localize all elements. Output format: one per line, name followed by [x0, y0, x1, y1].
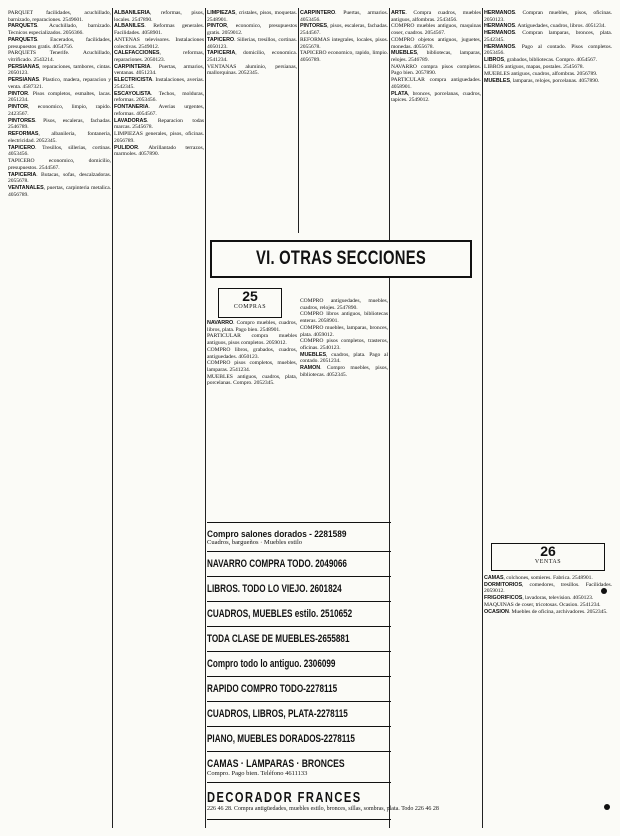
- classified-entry: TAPICERO economico, domicilio, presupuestos. 2544567.: [8, 158, 111, 171]
- column-divider: [205, 8, 206, 828]
- ad-title: CUADROS, LIBROS, PLATA-2278115: [207, 708, 348, 720]
- classified-entry: ELECTRICISTA. Instalaciones, averias. 2542345.: [114, 77, 204, 90]
- column-divider: [482, 8, 483, 828]
- column-3-top: [207, 10, 297, 242]
- classified-entry: ESCAYOLISTA. Techos, molduras, reformas. 2053456.: [114, 90, 204, 104]
- classified-entry: HERMANOS. Pago al contado. Pisos completos. 2053456.: [484, 43, 612, 57]
- classified-entry: OCASION. Muebles de oficina, archivadores. 2052345.: [484, 609, 608, 616]
- classified-entry: CALEFACCIONES, reformas, reparaciones. 2050123.: [114, 50, 204, 63]
- classified-entry: MUEBLES, lamparas, relojes, porcelanas. 4057890.: [484, 78, 600, 85]
- classified-entry: PINTOR, economico, limpio, rapido. 2423567.: [8, 104, 111, 117]
- column-divider: [112, 8, 113, 828]
- section-25-number: 25: [242, 288, 258, 304]
- column-2: [114, 10, 204, 830]
- classified-entry: MAQUINAS de coser, tricotosas. Ocasion. 2541234.: [484, 602, 601, 609]
- classified-entry: PARTICULAR compra antiguedades. 4058901.: [391, 77, 481, 90]
- ad-title: CAMAS · LAMPARAS · BRONCES: [207, 757, 345, 770]
- ad-title: DECORADOR FRANCES: [207, 789, 362, 806]
- classified-entry: PULIDOR. Abrillantado terrazos, marmoles. 4057890.: [114, 144, 204, 158]
- classified-entry: NAVARRO. Compro muebles, cuadros, libros, plata. Pago bien. 2548901.: [207, 320, 297, 333]
- ad-title: LIBROS. TODO LO VIEJO. 2601824: [207, 583, 342, 595]
- classified-entry: HERMANOS. Compran lamparas, bronces, plata. 2542345.: [484, 30, 612, 43]
- display-ad: [207, 676, 391, 701]
- column-3-bottom: [207, 320, 297, 515]
- classified-entry: PINTORES. Pisos, escaleras, fachadas. 2546789.: [8, 117, 111, 131]
- classified-entry: PINTOR. Pisos completos, esmaltes, lacas. 2051234.: [8, 90, 111, 104]
- ad-subtitle: Compro. Pago bien. Teléfono 4611133: [207, 769, 308, 777]
- classified-entry: PINTORES, pisos, escaleras, fachadas. 2544567.: [300, 23, 388, 37]
- display-ads: [207, 522, 439, 820]
- classified-entry: FONTANERIA. Averias urgentes, reformas. 4054567.: [114, 104, 204, 117]
- classified-entry: MUEBLES, bibliotecas, lamparas, relojes. 2546789.: [391, 50, 481, 63]
- display-ad: [207, 701, 391, 726]
- ad-title: Compro todo lo antiguo. 2306099: [207, 658, 336, 670]
- classified-entry: DORMITORIOS, comedores, tresillos. Facilidades. 2059012.: [484, 581, 612, 595]
- classified-entry: ANTENAS televisores. Instalaciones colectivas. 2549012.: [114, 36, 204, 50]
- classified-entry: CARPINTERIA. Puertas, armarios, ventanas. 4051234.: [114, 63, 204, 77]
- classified-entry: PERSIANAS, reparaciones, tambores, cintas. 2050123.: [8, 63, 111, 77]
- classified-entry: COMPRO antiguedades, muebles, cuadros, relojes. 2547890.: [300, 298, 388, 311]
- classified-entry: PARTICULAR compra muebles antiguos, pisos completos. 2059012.: [207, 333, 297, 347]
- display-ad: [207, 751, 391, 782]
- display-ad: [207, 782, 439, 820]
- section-title: VI. OTRAS SECCIONES: [256, 248, 426, 269]
- classified-entry: VENTANALES, puertas, carpinteria metalica. 4056789.: [8, 185, 111, 198]
- ad-title: TODA CLASE DE MUEBLES-2655881: [207, 633, 350, 645]
- display-ad: [207, 651, 391, 676]
- classified-entry: TAPICERO economico, rapido, limpio. 4056789.: [300, 50, 388, 63]
- classified-entry: COMPRO libros, grabados, cuadros, antiguedades. 4050123.: [207, 346, 297, 360]
- classified-entry: VENTANAS aluminio, persianas, mallorquinas. 2052345.: [207, 63, 297, 77]
- classified-entry: COMPRO objetos antiguos, juguetes, monedas. 4055678.: [391, 36, 481, 50]
- display-ad: [207, 626, 391, 651]
- scan-mark: [604, 804, 610, 810]
- classified-entry: PLATA, bronces, porcelanas, cuadros, tapices. 2549012.: [391, 90, 481, 104]
- classified-entry: TAPICERIA, domicilio, economica. 2541234.: [207, 50, 297, 63]
- classified-entry: TAPICERIA. Butacas, sofas, descalzadoras. 2055678.: [8, 171, 111, 185]
- display-ad: [207, 601, 391, 626]
- classified-entry: HERMANOS. Antiguedades, cuadros, libros. 4051234.: [484, 23, 606, 30]
- classified-entry: TAPICERO. Sillerias, tresillos, cortinas. 4050123.: [207, 36, 297, 50]
- classified-entry: RAMON. Compro muebles, pisos, bibliotecas. 4052345.: [300, 365, 388, 378]
- display-ad: [207, 522, 391, 551]
- classified-entry: PARQUETS. Encerados, facilidades, presupuestos gratis. 4054756.: [8, 36, 111, 50]
- classified-entry: ALBANILERIA, reformas, pisos, locales. 2547890.: [114, 10, 204, 23]
- classified-entry: CARPINTERO. Puertas, armarios. 4053456.: [300, 10, 388, 23]
- classified-entry: LIBROS, grabados, bibliotecas. Compro. 4054567.: [484, 57, 597, 64]
- section-26-number: 26: [540, 543, 556, 559]
- classified-entry: COMPRO muebles, lamparas, bronces, plata. 4059012.: [300, 324, 388, 338]
- classified-entry: COMPRO pisos completos, trasteros, oficinas. 2540123.: [300, 338, 388, 351]
- section-25-label: [218, 288, 282, 318]
- classified-entry: FRIGORIFICOS, lavadoras, television. 4050123.: [484, 595, 594, 602]
- column-4-top: [300, 10, 388, 242]
- classified-entry: LIMPIEZAS generales, pisos, oficinas. 2056789.: [114, 131, 204, 144]
- column-5: [391, 10, 481, 830]
- classified-entry: COMPRO pisos completos, muebles, lamparas. 2541234.: [207, 360, 297, 373]
- classified-entry: TAPICERO. Tresillos, sillerias, cortinas. 4053456.: [8, 144, 111, 158]
- classified-entry: LIMPIEZAS, cristales, pisos, moquetas. 2548901.: [207, 10, 297, 23]
- classified-entry: PERSIANAS. Plastico, madera, reparacion y venta. 4587321.: [8, 77, 111, 90]
- classified-entry: COMPRO muebles antiguos, maquinas coser, cuadros. 2054567.: [391, 23, 481, 37]
- ad-title: PIANO, MUEBLES DORADOS-2278115: [207, 733, 355, 745]
- display-ad: [207, 551, 391, 576]
- section-26-name: VENTAS: [534, 559, 562, 565]
- scan-mark: [601, 588, 607, 594]
- display-ad: [207, 576, 391, 601]
- ad-subtitle: 226 46 28. Compra antigüedades, muebles estilo, bronces, sillas, sombras, plata. Todo 226 46 28: [207, 806, 439, 812]
- classified-entry: MUEBLES antiguos, cuadros, plata, porcelanas. Compro. 2052345.: [207, 373, 297, 387]
- classified-entry: PARQUETS. Acuchillado, barnizado. Tecnicos especializados. 2056366.: [8, 23, 111, 37]
- section-26-label: [491, 543, 605, 571]
- classified-entry: PINTOR, economico, presupuestos gratis. 2059012.: [207, 23, 297, 37]
- classified-entry: MUEBLES antiguos, cuadros, alfombras. 2056789.: [484, 71, 598, 78]
- ad-title: CUADROS, MUEBLES estilo. 2510652: [207, 608, 353, 620]
- classified-entry: REFORMAS integrales, locales, pisos. 2055678.: [300, 36, 388, 50]
- classified-entry: LAVADORAS. Reparacion todas marcas. 2545678.: [114, 117, 204, 131]
- classified-entry: PARQUET facilidades, acuchillado, barnizado, reparaciones. 2549601.: [8, 10, 111, 23]
- column-1: [8, 10, 111, 830]
- classified-entry: CAMAS, colchones, somieres. Fabrica. 2548901.: [484, 575, 593, 581]
- classified-entry: PARQUETS Tenerife. Acuchillado, vitrificado. 2543214.: [8, 50, 111, 63]
- classified-entry: MUEBLES, cuadros, plata. Pago al contado. 2051234.: [300, 351, 388, 365]
- section-25-name: COMPRAS: [233, 304, 267, 310]
- ad-title: NAVARRO COMPRA TODO. 2049066: [207, 558, 347, 570]
- ad-title: Compro salones dorados - 2281589: [207, 528, 347, 539]
- classified-entry: HERMANOS. Compran muebles, pisos, oficinas. 2050123.: [484, 10, 612, 23]
- column-6-ventas: [484, 575, 612, 825]
- classified-entry: REFORMAS, albanileria, fontaneria, electricidad. 2052345.: [8, 131, 111, 144]
- classified-entry: NAVARRO compra pisos completos. Pago bien. 2057890.: [391, 63, 481, 77]
- classified-entry: LIBROS antiguos, mapas, postales. 2545678.: [484, 64, 584, 71]
- classified-entry: ARTE. Compra cuadros, muebles antiguos, alfombras. 2543456.: [391, 10, 481, 23]
- section-header: [210, 240, 472, 278]
- ad-title: RAPIDO COMPRO TODO-2278115: [207, 683, 338, 695]
- classified-entry: ALBANILES. Reformas generales. Facilidades. 4058901.: [114, 23, 204, 37]
- display-ad: [207, 726, 391, 751]
- ad-subtitle: Cuadros, bargueños · Muebles estilo: [207, 538, 303, 546]
- classified-entry: COMPRO libros antiguos, bibliotecas enteras. 2058901.: [300, 311, 388, 325]
- column-divider: [298, 8, 299, 233]
